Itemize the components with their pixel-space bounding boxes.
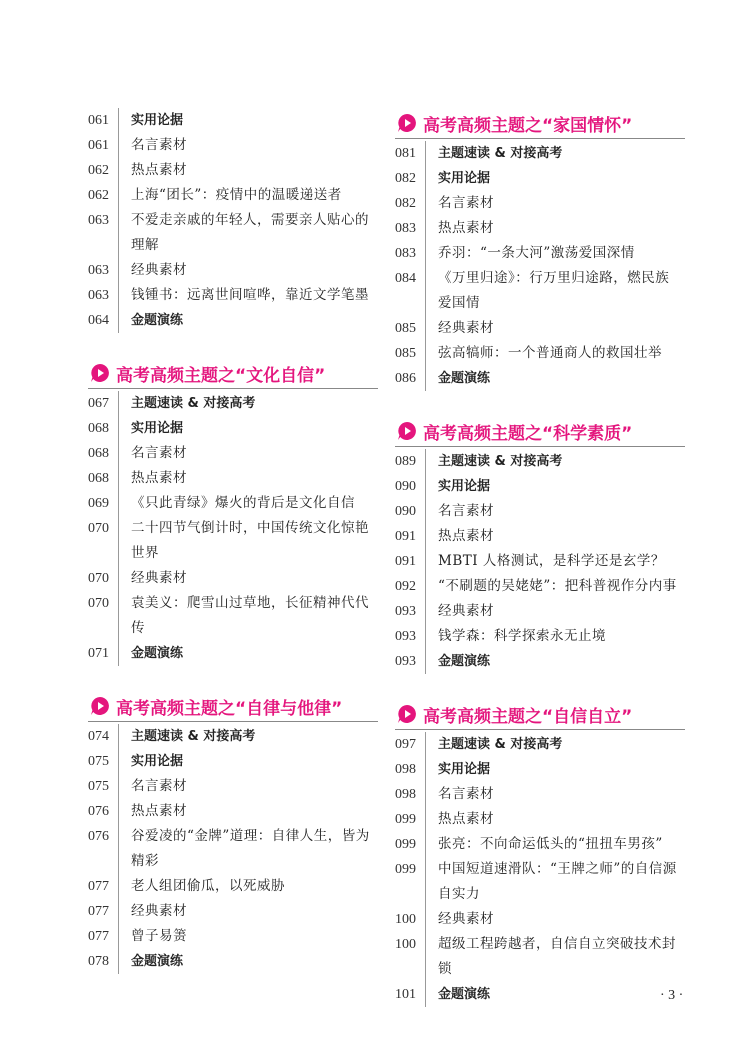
page-number: 100 bbox=[395, 912, 416, 927]
entry-title: 名言素材 bbox=[425, 191, 685, 216]
page-number: 090 bbox=[395, 504, 416, 519]
toc-entry[interactable] bbox=[395, 782, 685, 807]
page-number: 077 bbox=[88, 929, 109, 944]
toc-entry[interactable] bbox=[395, 599, 685, 624]
entry-title: 张亮：不向命运低头的“扭扭车男孩” bbox=[425, 832, 685, 857]
page-number: 083 bbox=[395, 246, 416, 261]
toc-entry[interactable] bbox=[395, 191, 685, 216]
toc-entry[interactable] bbox=[88, 566, 378, 591]
section-title-text: 高考高频主题之“自律与他律” bbox=[116, 698, 343, 719]
entry-title: 超级工程跨越者，自信自立突破技术封锁 bbox=[425, 932, 685, 982]
entry-list bbox=[88, 391, 378, 666]
entry-title: 金题演练 bbox=[118, 641, 378, 666]
toc-entry[interactable] bbox=[88, 108, 378, 133]
entry-title: 主题速读 & 对接高考 bbox=[425, 732, 685, 757]
toc-entry[interactable] bbox=[88, 133, 378, 158]
page-number: 062 bbox=[88, 163, 109, 178]
entry-title: 金题演练 bbox=[118, 949, 378, 974]
page-number: 078 bbox=[88, 954, 109, 969]
toc-entry[interactable] bbox=[88, 183, 378, 208]
toc-entry[interactable] bbox=[395, 449, 685, 474]
entry-title: 袁美义：爬雪山过草地，长征精神代代传 bbox=[118, 591, 378, 641]
entry-title: 热点素材 bbox=[118, 799, 378, 824]
page-number: 084 bbox=[395, 271, 416, 286]
toc-entry[interactable] bbox=[395, 574, 685, 599]
entry-title: 名言素材 bbox=[118, 441, 378, 466]
entry-title: 经典素材 bbox=[118, 258, 378, 283]
toc-entry[interactable] bbox=[88, 749, 378, 774]
page-number: 061 bbox=[88, 138, 109, 153]
section-title bbox=[395, 108, 685, 139]
entry-title: 上海“团长”：疫情中的温暖递送者 bbox=[118, 183, 378, 208]
page-number: 099 bbox=[395, 862, 416, 877]
page-number: 070 bbox=[88, 596, 109, 611]
play-badge-icon bbox=[397, 704, 417, 724]
page-number: 064 bbox=[88, 313, 109, 328]
toc-entry[interactable] bbox=[88, 949, 378, 974]
page-number: 075 bbox=[88, 779, 109, 794]
page-number: 101 bbox=[395, 987, 416, 1002]
entry-title: 热点素材 bbox=[118, 466, 378, 491]
entry-title: 主题速读 & 对接高考 bbox=[425, 141, 685, 166]
section-title-text: 高考高频主题之“文化自信” bbox=[116, 365, 326, 386]
page-number: 067 bbox=[88, 396, 109, 411]
entry-title: 热点素材 bbox=[425, 524, 685, 549]
entry-title: MBTI 人格测试，是科学还是玄学？ bbox=[425, 549, 685, 574]
page-number: 081 bbox=[395, 146, 416, 161]
entry-title: 经典素材 bbox=[425, 907, 685, 932]
entry-title: 实用论据 bbox=[118, 108, 378, 133]
entry-title: 名言素材 bbox=[118, 133, 378, 158]
entry-title: 《只此青绿》爆火的背后是文化自信 bbox=[118, 491, 378, 516]
section-title-text: 高考高频主题之“自信自立” bbox=[423, 706, 633, 727]
page-number: 063 bbox=[88, 263, 109, 278]
entry-title: 金题演练 bbox=[425, 649, 685, 674]
page-number: 068 bbox=[88, 471, 109, 486]
toc-entry[interactable] bbox=[395, 141, 685, 166]
page-number: 083 bbox=[395, 221, 416, 236]
entry-title: 实用论据 bbox=[118, 749, 378, 774]
toc-entry[interactable] bbox=[395, 341, 685, 366]
page-number: 097 bbox=[395, 737, 416, 752]
page-number: 074 bbox=[88, 729, 109, 744]
toc-entry[interactable] bbox=[88, 208, 378, 258]
entry-title: 经典素材 bbox=[425, 316, 685, 341]
entry-title: 《万里归途》：行万里归途路，燃民族爱国情 bbox=[425, 266, 685, 316]
page-number: 098 bbox=[395, 787, 416, 802]
toc-entry[interactable] bbox=[88, 466, 378, 491]
play-badge-icon bbox=[397, 421, 417, 441]
entry-title: 经典素材 bbox=[118, 899, 378, 924]
entry-title: 乔羽：“一条大河”激荡爱国深情 bbox=[425, 241, 685, 266]
page-number: 099 bbox=[395, 812, 416, 827]
toc-entry[interactable] bbox=[88, 516, 378, 566]
toc-entry[interactable] bbox=[395, 649, 685, 674]
page-number: 077 bbox=[88, 879, 109, 894]
entry-title: 主题速读 & 对接高考 bbox=[118, 391, 378, 416]
entry-list bbox=[395, 449, 685, 674]
page-number: 092 bbox=[395, 579, 416, 594]
entry-title: 主题速读 & 对接高考 bbox=[118, 724, 378, 749]
toc-entry[interactable] bbox=[88, 774, 378, 799]
entry-title: 热点素材 bbox=[425, 807, 685, 832]
toc-entry[interactable] bbox=[88, 158, 378, 183]
entry-title: 名言素材 bbox=[425, 782, 685, 807]
play-badge-icon bbox=[397, 113, 417, 133]
page-number: 071 bbox=[88, 646, 109, 661]
page-number: 098 bbox=[395, 762, 416, 777]
toc-entry[interactable] bbox=[395, 907, 685, 932]
page-number: 093 bbox=[395, 604, 416, 619]
page-number: 082 bbox=[395, 171, 416, 186]
toc-entry[interactable] bbox=[88, 283, 378, 308]
entry-title: 谷爱凌的“金牌”道理：自律人生，皆为精彩 bbox=[118, 824, 378, 874]
page-number: 100 bbox=[395, 937, 416, 952]
toc-entry[interactable] bbox=[395, 166, 685, 191]
entry-title: 金题演练 bbox=[425, 366, 685, 391]
page-number: 069 bbox=[88, 496, 109, 511]
toc-entry[interactable] bbox=[88, 799, 378, 824]
toc-entry[interactable] bbox=[88, 391, 378, 416]
entry-title: 主题速读 & 对接高考 bbox=[425, 449, 685, 474]
entry-list bbox=[395, 732, 685, 1007]
play-badge-icon bbox=[90, 363, 110, 383]
toc-entry[interactable] bbox=[88, 874, 378, 899]
toc-entry[interactable] bbox=[88, 441, 378, 466]
toc-entry[interactable] bbox=[88, 824, 378, 874]
page-number: 077 bbox=[88, 904, 109, 919]
toc-section bbox=[395, 416, 685, 674]
left-column bbox=[88, 108, 378, 999]
entry-title: 名言素材 bbox=[118, 774, 378, 799]
toc-entry[interactable] bbox=[88, 641, 378, 666]
toc-entry[interactable] bbox=[88, 724, 378, 749]
section-title-text: 高考高频主题之“家国情怀” bbox=[423, 115, 633, 136]
entry-title: 弦高犒师：一个普通商人的救国壮举 bbox=[425, 341, 685, 366]
entry-title: 热点素材 bbox=[118, 158, 378, 183]
page-number: 068 bbox=[88, 446, 109, 461]
toc-entry[interactable] bbox=[395, 266, 685, 316]
page-number: 090 bbox=[395, 479, 416, 494]
play-badge-icon bbox=[90, 696, 110, 716]
toc-entry[interactable] bbox=[395, 857, 685, 907]
toc-section bbox=[395, 699, 685, 1007]
entry-title: 名言素材 bbox=[425, 499, 685, 524]
section-title bbox=[88, 358, 378, 389]
section-title bbox=[395, 699, 685, 730]
entry-title: 热点素材 bbox=[425, 216, 685, 241]
page-number: 091 bbox=[395, 529, 416, 544]
entry-title: 实用论据 bbox=[425, 474, 685, 499]
entry-title: 金题演练 bbox=[425, 982, 685, 1007]
page-number: 070 bbox=[88, 571, 109, 586]
entry-title: 实用论据 bbox=[425, 166, 685, 191]
page-number: 063 bbox=[88, 213, 109, 228]
toc-entry[interactable] bbox=[395, 474, 685, 499]
section-title-text: 高考高频主题之“科学素质” bbox=[423, 423, 633, 444]
entry-title: 钱锺书：远离世间喧哗，靠近文学笔墨 bbox=[118, 283, 378, 308]
page-number: 093 bbox=[395, 629, 416, 644]
page-number: 099 bbox=[395, 837, 416, 852]
page-number: 063 bbox=[88, 288, 109, 303]
entry-title: 曾子易箦 bbox=[118, 924, 378, 949]
toc-section bbox=[88, 358, 378, 666]
toc-entry[interactable] bbox=[88, 924, 378, 949]
toc-entry[interactable] bbox=[395, 549, 685, 574]
entry-title: 钱学森：科学探索永无止境 bbox=[425, 624, 685, 649]
entry-list bbox=[88, 724, 378, 974]
entry-title: “不刷题的吴姥姥”：把科普视作分内事 bbox=[425, 574, 685, 599]
entry-title: 实用论据 bbox=[425, 757, 685, 782]
right-column bbox=[395, 108, 685, 1032]
toc-entry[interactable] bbox=[395, 932, 685, 982]
toc-entry[interactable] bbox=[88, 899, 378, 924]
toc-entry[interactable] bbox=[395, 241, 685, 266]
page-number: 082 bbox=[395, 196, 416, 211]
entry-title: 老人组团偷瓜，以死威胁 bbox=[118, 874, 378, 899]
toc-entry[interactable] bbox=[395, 832, 685, 857]
page-number: 093 bbox=[395, 654, 416, 669]
toc-section bbox=[88, 108, 378, 333]
page-number: 086 bbox=[395, 371, 416, 386]
entry-title: 不爱走亲戚的年轻人，需要亲人贴心的理解 bbox=[118, 208, 378, 258]
toc-entry[interactable] bbox=[88, 491, 378, 516]
toc-entry[interactable] bbox=[395, 807, 685, 832]
page-number: 091 bbox=[395, 554, 416, 569]
entry-title: 中国短道速滑队：“王牌之师”的自信源自实力 bbox=[425, 857, 685, 907]
toc-section bbox=[395, 108, 685, 391]
entry-title: 实用论据 bbox=[118, 416, 378, 441]
page-number: 070 bbox=[88, 521, 109, 536]
toc-entry[interactable] bbox=[395, 216, 685, 241]
page-number: 085 bbox=[395, 346, 416, 361]
page-folio: · 3 · bbox=[660, 988, 684, 1003]
toc-entry[interactable] bbox=[88, 416, 378, 441]
toc-entry[interactable] bbox=[88, 258, 378, 283]
toc-section bbox=[88, 691, 378, 974]
section-title bbox=[88, 691, 378, 722]
page-number: 068 bbox=[88, 421, 109, 436]
section-title bbox=[395, 416, 685, 447]
entry-title: 二十四节气倒计时，中国传统文化惊艳世界 bbox=[118, 516, 378, 566]
page-number: 076 bbox=[88, 829, 109, 844]
toc-entry[interactable] bbox=[395, 366, 685, 391]
entry-title: 金题演练 bbox=[118, 308, 378, 333]
toc-entry[interactable] bbox=[395, 499, 685, 524]
page-number: 085 bbox=[395, 321, 416, 336]
entry-title: 经典素材 bbox=[118, 566, 378, 591]
toc-entry[interactable] bbox=[395, 732, 685, 757]
toc-entry[interactable] bbox=[395, 316, 685, 341]
page-number: 075 bbox=[88, 754, 109, 769]
toc-entry[interactable] bbox=[395, 982, 685, 1007]
toc-entry[interactable] bbox=[395, 624, 685, 649]
page-number: 076 bbox=[88, 804, 109, 819]
entry-title: 经典素材 bbox=[425, 599, 685, 624]
page-number: 062 bbox=[88, 188, 109, 203]
page-number: 061 bbox=[88, 113, 109, 128]
toc-entry[interactable] bbox=[395, 524, 685, 549]
toc-entry[interactable] bbox=[395, 757, 685, 782]
entry-list bbox=[395, 141, 685, 391]
toc-entry[interactable] bbox=[88, 308, 378, 333]
toc-entry[interactable] bbox=[88, 591, 378, 641]
page-number: 089 bbox=[395, 454, 416, 469]
entry-list bbox=[88, 108, 378, 333]
